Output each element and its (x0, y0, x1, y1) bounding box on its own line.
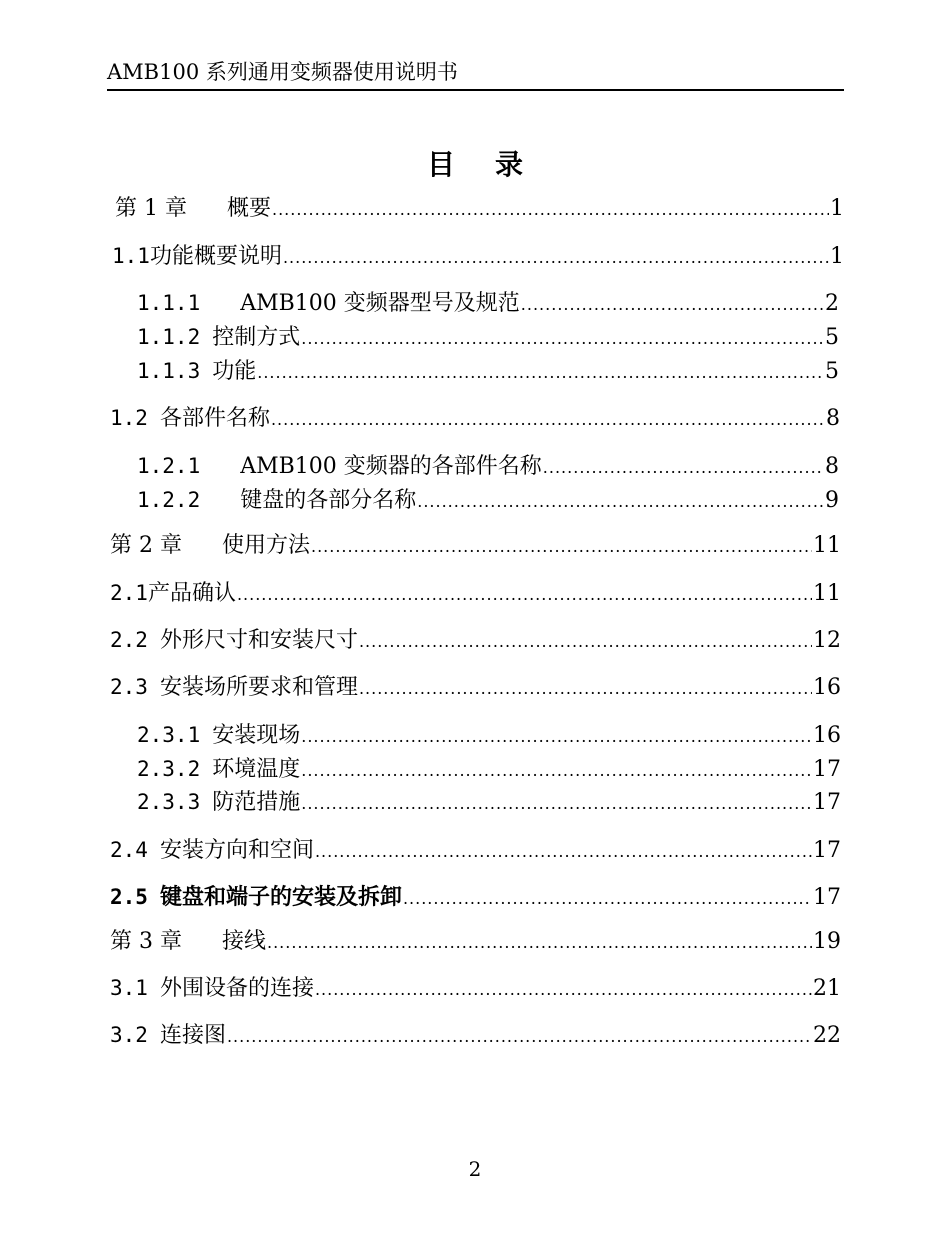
toc-entry-number: 1.1.2 (137, 325, 201, 349)
leader-dots (257, 358, 824, 388)
toc-entry-page: 16 (813, 723, 841, 748)
toc-entry-page: 11 (813, 533, 841, 558)
toc-entry-text: 概要 (226, 196, 271, 221)
toc-entry-number: 1.2 (110, 406, 148, 430)
toc-entry-page: 8 (826, 406, 840, 431)
toc-entry-number: 2.5 (110, 885, 148, 909)
toc-entry-page: 9 (825, 488, 839, 513)
toc-entry-1-2-2[interactable] (137, 485, 839, 517)
toc-entry-number: 1.1 (112, 244, 150, 268)
toc-entry-number: 2.3 (110, 675, 148, 699)
leader-dots (311, 532, 812, 562)
toc-entry-text: 控制方式 (212, 325, 301, 350)
toc-entry-2-3[interactable] (110, 672, 841, 704)
leader-dots (417, 487, 824, 517)
toc-entry-number: 2.3.1 (137, 723, 201, 747)
toc-entry-text: 环境温度 (212, 757, 301, 782)
page-number: 2 (468, 1157, 482, 1181)
toc-entry-page: 21 (813, 976, 841, 1001)
leader-dots (543, 453, 824, 483)
toc-title (0, 143, 950, 183)
leader-dots (315, 975, 812, 1005)
leader-dots (359, 674, 812, 704)
toc-entry-text: 产品确认 (147, 581, 236, 606)
toc-entry-page: 22 (813, 1023, 841, 1048)
toc-entry-text: 连接图 (159, 1023, 226, 1048)
toc-entry-text: 安装方向和空间 (159, 838, 314, 863)
toc-entry-number: 1.1.3 (137, 359, 201, 383)
toc-entry-number: 第 2 章 (110, 533, 182, 558)
toc-entry-2-4[interactable] (110, 835, 841, 867)
leader-dots (301, 324, 824, 354)
leader-dots (315, 837, 812, 867)
toc-entry-page: 16 (813, 675, 841, 700)
toc-entry-text: 外围设备的连接 (159, 976, 314, 1001)
toc-entry-number: 1.2.2 (137, 488, 201, 512)
toc-entry-2-3-1[interactable] (137, 720, 841, 752)
toc-entry-text: 安装场所要求和管理 (159, 675, 358, 700)
toc-entry-page: 17 (813, 790, 841, 815)
toc-entry-number: 第 1 章 (115, 196, 187, 221)
toc-entry-1-1-1[interactable] (137, 288, 839, 320)
leader-dots (271, 405, 825, 435)
toc-entry-page: 17 (813, 885, 841, 910)
toc-entry-text: AMB100 变频器型号及规范 (240, 291, 520, 316)
toc-entry-page: 5 (825, 359, 839, 384)
toc-entry-page: 11 (813, 581, 841, 606)
toc-entry-1-1-3[interactable] (137, 356, 839, 388)
toc-entry-2-3-2[interactable] (137, 754, 841, 786)
leader-dots (272, 195, 829, 225)
toc-entry-number: 3.2 (110, 1023, 148, 1047)
toc-entry-page: 12 (813, 628, 841, 653)
leader-dots (403, 884, 812, 914)
toc-entry-page: 1 (830, 196, 844, 221)
header-rule (107, 89, 844, 91)
leader-dots (267, 928, 812, 958)
toc-entry-page: 19 (813, 929, 841, 954)
toc-entry-text: 键盘和端子的安装及拆卸 (159, 884, 402, 910)
leader-dots (301, 756, 812, 786)
toc-entry-3-1[interactable] (110, 973, 841, 1005)
toc-entry-page: 5 (825, 325, 839, 350)
toc-entry-number: 2.4 (110, 838, 148, 862)
toc-entry-1-1[interactable] (112, 241, 844, 273)
leader-dots (359, 627, 812, 657)
toc-entry-chapter-1[interactable] (115, 194, 844, 225)
toc-entry-text: 各部件名称 (159, 406, 270, 431)
toc-title-char-1: 目 (426, 148, 455, 181)
toc-title-char-2: 录 (495, 148, 524, 181)
leader-dots (237, 580, 812, 610)
toc-entry-text: 键盘的各部分名称 (240, 488, 417, 513)
toc-entry-text: 外形尺寸和安装尺寸 (159, 628, 358, 653)
toc-entry-2-5[interactable] (110, 882, 841, 914)
toc-entry-number: 1.1.1 (137, 291, 201, 315)
toc-entry-1-2-1[interactable] (137, 451, 839, 483)
toc-entry-text: 功能 (212, 359, 257, 384)
toc-entry-page: 17 (813, 757, 841, 782)
toc-entry-number: 2.3.3 (137, 790, 201, 814)
toc-entry-number: 1.2.1 (137, 454, 201, 478)
leader-dots (227, 1022, 812, 1052)
leader-dots (301, 789, 812, 819)
leader-dots (521, 290, 824, 320)
leader-dots (301, 722, 812, 752)
toc-entry-2-3-3[interactable] (137, 787, 841, 819)
toc-entry-text: 接线 (221, 929, 266, 954)
toc-entry-text: 功能概要说明 (149, 244, 282, 269)
toc-entry-number: 3.1 (110, 976, 148, 1000)
running-header: AMB100 系列通用变频器使用说明书 (107, 60, 458, 84)
toc-entry-chapter-3[interactable] (110, 927, 841, 958)
toc-entry-2-1[interactable] (110, 578, 841, 610)
toc-entry-page: 17 (813, 838, 841, 863)
toc-entry-number: 2.2 (110, 628, 148, 652)
toc-entry-page: 2 (825, 291, 839, 316)
toc-entry-1-1-2[interactable] (137, 322, 839, 354)
toc-entry-1-2[interactable] (110, 403, 840, 435)
toc-entry-chapter-2[interactable] (110, 531, 841, 562)
toc-entry-text: 安装现场 (212, 723, 301, 748)
toc-entry-3-2[interactable] (110, 1020, 841, 1052)
toc-entry-2-2[interactable] (110, 625, 841, 657)
toc-entry-page: 8 (825, 454, 839, 479)
toc-entry-number: 2.3.2 (137, 757, 201, 781)
toc-entry-page: 1 (830, 244, 844, 269)
toc-entry-text: 防范措施 (212, 790, 301, 815)
toc-entry-text: AMB100 变频器的各部件名称 (240, 454, 542, 479)
toc-entry-text: 使用方法 (221, 533, 310, 558)
toc-entry-number: 第 3 章 (110, 929, 182, 954)
toc-entry-number: 2.1 (110, 581, 148, 605)
leader-dots (283, 243, 829, 273)
